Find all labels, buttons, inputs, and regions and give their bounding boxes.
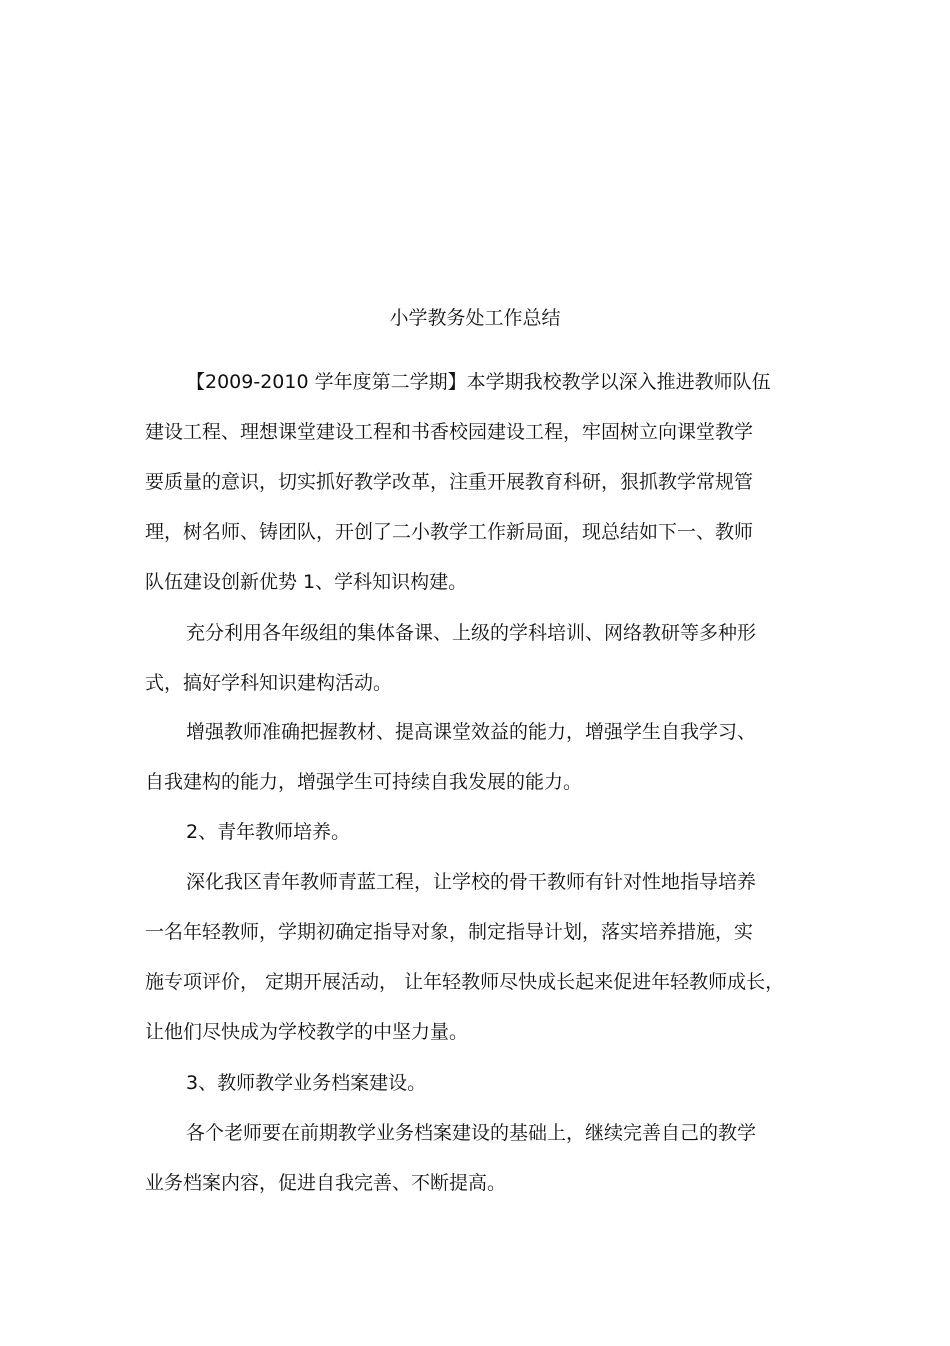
paragraph-line: 式，搞好学科知识建构活动。 xyxy=(145,672,393,694)
paragraph-line: 自我建构的能力，增强学生可持续自我发展的能力。 xyxy=(145,771,583,793)
paragraph-line: 增强教师准确把握教材、提高课堂效益的能力，增强学生自我学习、 xyxy=(186,721,757,743)
paragraph-line: 各个老师要在前期教学业务档案建设的基础上，继续完善自己的教学 xyxy=(186,1122,757,1144)
document-title: 小学教务处工作总结 xyxy=(389,307,561,329)
paragraph-line: 充分利用各年级组的集体备课、上级的学科培训、网络教研等多种形 xyxy=(186,622,757,644)
paragraph-line: 建设工程、理想课堂建设工程和书香校园建设工程，牢固树立向课堂教学 xyxy=(145,421,754,443)
paragraph-line: 【2009-2010 学年度第二学期】本学期我校教学以深入推进教师队伍 xyxy=(186,371,771,393)
paragraph-line: 队伍建设创新优势 1、学科知识构建。 xyxy=(145,571,468,593)
paragraph-line: 让他们尽快成为学校教学的中坚力量。 xyxy=(145,1021,469,1043)
paragraph-line: 要质量的意识，切实抓好教学改革，注重开展教育科研，狠抓教学常规管 xyxy=(145,471,754,493)
section-heading: 3、教师教学业务档案建设。 xyxy=(186,1072,427,1094)
paragraph-line: 业务档案内容，促进自我完善、不断提高。 xyxy=(145,1172,507,1194)
paragraph-line: 深化我区青年教师青蓝工程，让学校的骨干教师有针对性地指导培养 xyxy=(186,871,757,893)
paragraph-line: 理，树名师、铸团队，开创了二小教学工作新局面，现总结如下一、教师 xyxy=(145,521,754,543)
paragraph-line: 施专项评价， 定期开展活动， 让年轻教师尽快成长起来促进年轻教师成长， xyxy=(145,971,785,993)
section-heading: 2、青年教师培养。 xyxy=(186,821,351,843)
paragraph-line: 一名年轻教师，学期初确定指导对象，制定指导计划，落实培养措施，实 xyxy=(145,921,754,943)
